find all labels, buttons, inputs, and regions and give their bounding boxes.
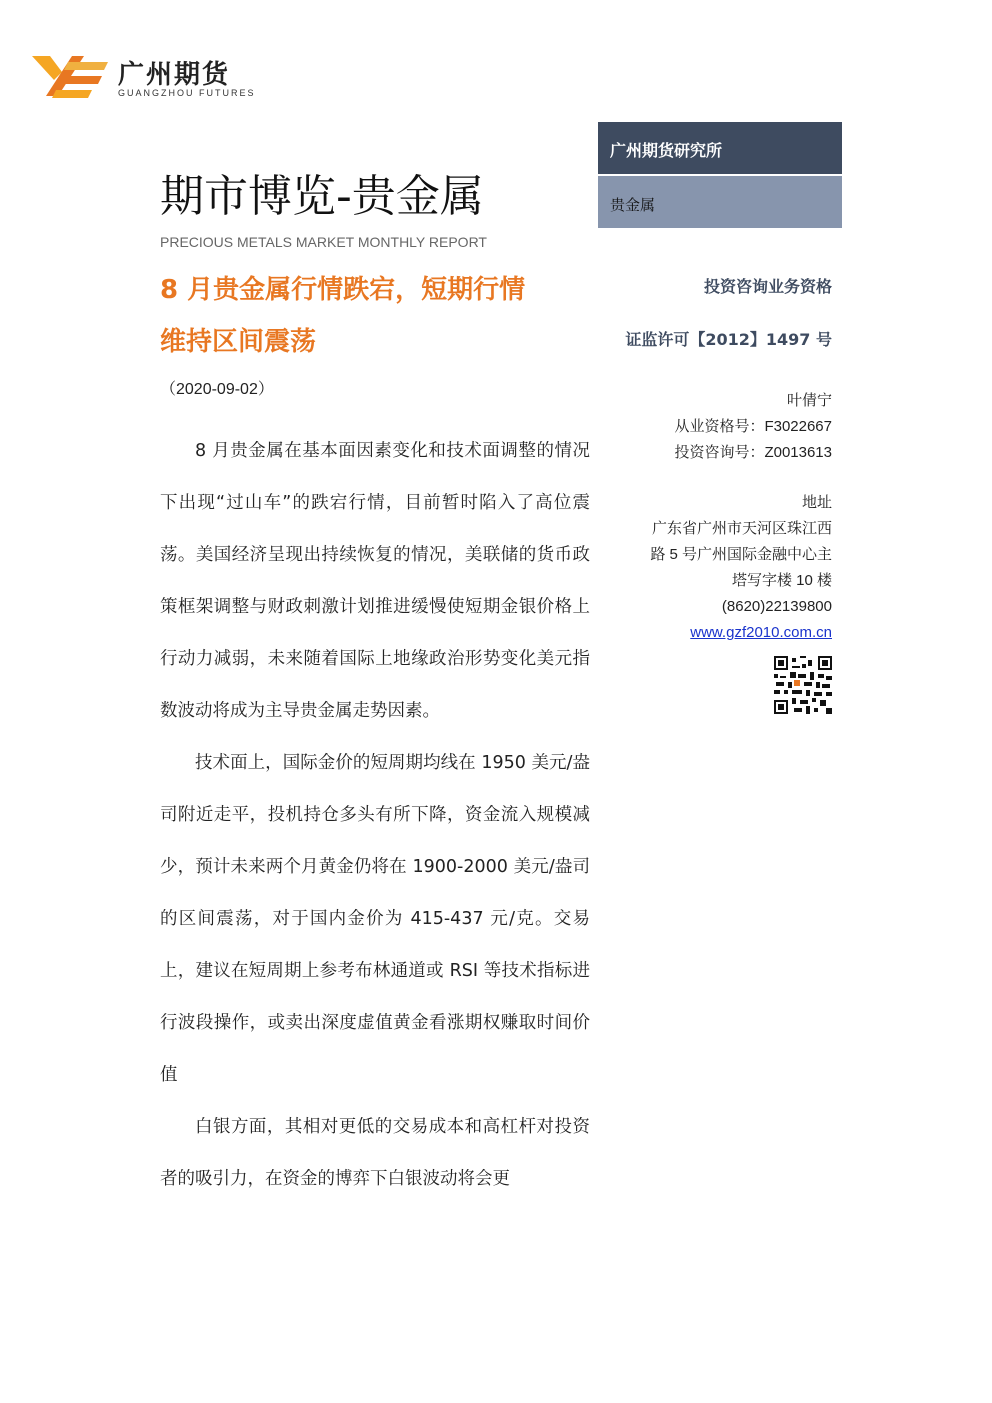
category-label: 贵金属 xyxy=(610,196,656,214)
license-number: 证监许可【2012】1497 号 xyxy=(625,330,832,349)
body-paragraph-3: 白银方面，其相对更低的交易成本和高杠杆对投资者的吸引力，在资金的博弈下白银波动将会更 xyxy=(160,1117,590,1189)
qr-code-icon xyxy=(774,656,832,714)
category-box xyxy=(598,176,842,228)
brand-name-cn: 广州期货 xyxy=(118,60,231,90)
analyst-consult-number: 投资咨询号：Z0013613 xyxy=(674,444,832,461)
report-date: （2020-09-02） xyxy=(160,381,274,398)
analyst-contact xyxy=(602,388,832,646)
brand-name-en: GUANGZHOU FUTURES xyxy=(118,88,256,98)
headline-line-1: 8 月贵金属行情跌宕，短期行情 xyxy=(160,275,526,305)
brand-logo-mark-icon xyxy=(32,52,108,100)
page-title: 期市博览-贵金属 xyxy=(160,171,484,222)
spacer xyxy=(602,466,832,490)
address-line-1: 广东省广州市天河区珠江西 xyxy=(651,520,832,537)
page-subtitle: PRECIOUS METALS MARKET MONTHLY REPORT xyxy=(160,234,487,250)
headline-line-2: 维持区间震荡 xyxy=(160,327,317,357)
analyst-name: 叶倩宁 xyxy=(786,392,832,409)
institute-label: 广州期货研究所 xyxy=(610,141,723,160)
address-line-2: 路 5 号广州国际金融中心主 xyxy=(650,546,832,563)
license-title: 投资咨询业务资格 xyxy=(703,277,832,296)
body-paragraph-2: 技术面上，国际金价的短周期均线在 1950 美元/盎司附近走平，投机持仓多头有所下降，资金流入规模减少，预计未来两个月黄金仍将在 1900-2000 美元/盎司的区间震荡，对于国内金价为 415-437 元/克。交易上，建议在短周期上参考布林通道或 RSI 等技术指标进行波段操作，或卖出深度虚值黄金看涨期权赚取时间价值 xyxy=(160,753,590,1085)
address-label: 地址 xyxy=(801,494,832,511)
analyst-qualification: 从业资格号：F3022667 xyxy=(674,418,832,435)
report-headline xyxy=(160,264,590,368)
website-link[interactable]: www.gzf2010.com.cn xyxy=(690,624,832,641)
address-line-3: 塔写字楼 10 楼 xyxy=(731,572,832,589)
report-body xyxy=(160,425,590,1205)
institute-box xyxy=(598,122,842,174)
phone-number: (8620)22139800 xyxy=(721,598,832,615)
body-paragraph-1: 8 月贵金属在基本面因素变化和技术面调整的情况下出现“过山车”的跌宕行情，目前暂时陷入了高位震荡。美国经济呈现出持续恢复的情况，美联储的货币政策框架调整与财政刺激计划推进缓慢使短期金银价格上行动力减弱，未来随着国际上地缘政治形势变化美元指数波动将成为主导贵金属走势因素。 xyxy=(160,441,590,721)
